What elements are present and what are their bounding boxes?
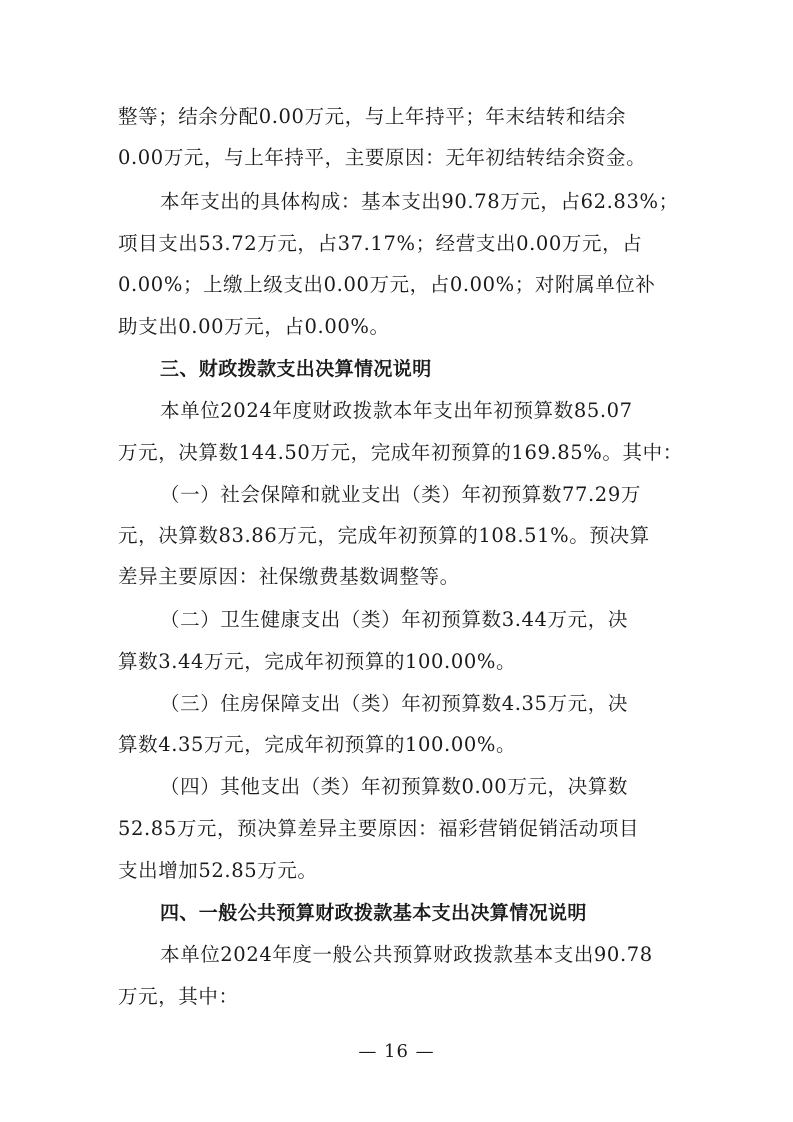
- paragraph-line: 助支出0.00万元，占0.00%。: [118, 315, 390, 338]
- paragraph-line: （二）卫生健康支出（类）年初预算数3.44万元，决: [160, 608, 628, 631]
- section-heading-3: 三、财政拨款支出决算情况说明: [160, 358, 432, 380]
- paragraph-line: 项目支出53.72万元，占37.17%；经营支出0.00万元，占: [118, 232, 643, 255]
- paragraph-line: 0.00%；上缴上级支出0.00万元，占0.00%；对附属单位补: [118, 273, 656, 296]
- paragraph-line: 整等；结余分配0.00万元，与上年持平；年末结转和结余: [118, 105, 627, 128]
- paragraph-line: 差异主要原因：社保缴费基数调整等。: [118, 565, 460, 588]
- paragraph-line: 本单位2024年度财政拨款本年支出年初预算数85.07: [160, 399, 633, 422]
- page-number: — 16 —: [358, 1041, 435, 1062]
- paragraph-line: 52.85万元，预决算差异主要原因：福彩营销促销活动项目: [118, 817, 640, 840]
- paragraph-line: 本年支出的具体构成：基本支出90.78万元，占62.83%；: [160, 190, 679, 213]
- paragraph-line: 算数4.35万元，完成年初预算的100.00%。: [118, 733, 517, 756]
- paragraph-line: （四）其他支出（类）年初预算数0.00万元，决算数: [160, 775, 628, 798]
- paragraph-line: 算数3.44万元，完成年初预算的100.00%。: [118, 650, 517, 673]
- paragraph-line: 万元，决算数144.50万元，完成年初预算的169.85%。其中：: [118, 441, 683, 464]
- paragraph-line: （一）社会保障和就业支出（类）年初预算数77.29万: [160, 483, 641, 506]
- paragraph-line: （三）住房保障支出（类）年初预算数4.35万元，决: [160, 692, 628, 715]
- paragraph-line: 支出增加52.85万元。: [118, 859, 318, 882]
- paragraph-line: 0.00万元，与上年持平，主要原因：无年初结转结余资金。: [118, 146, 647, 169]
- paragraph-line: 本单位2024年度一般公共预算财政拨款基本支出90.78: [160, 943, 653, 966]
- paragraph-line: 元，决算数83.86万元，完成年初预算的108.51%。预决算: [118, 524, 650, 547]
- section-heading-4: 四、一般公共预算财政拨款基本支出决算情况说明: [160, 902, 587, 924]
- paragraph-line: 万元，其中：: [118, 985, 239, 1008]
